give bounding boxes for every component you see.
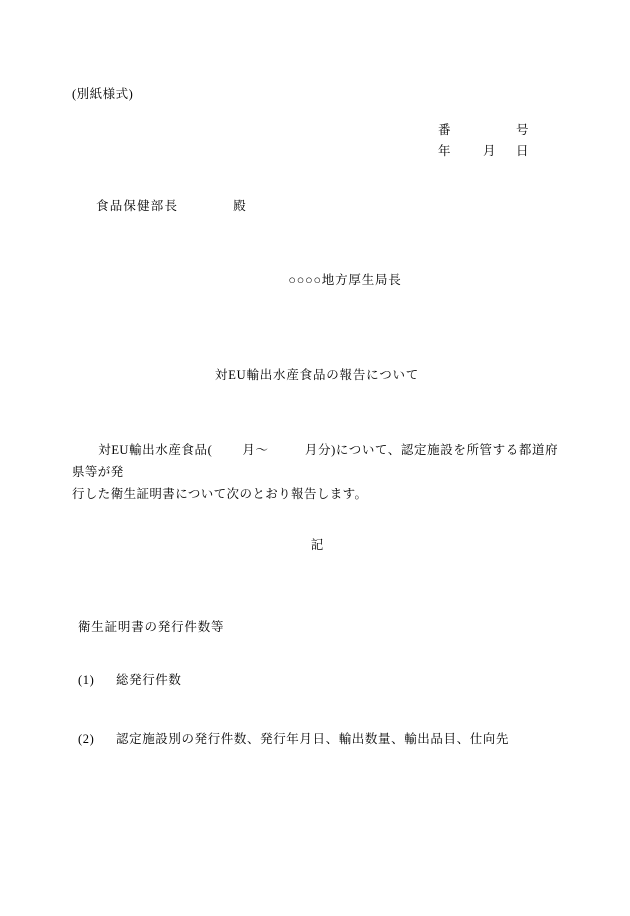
body-month-from: 月〜 bbox=[242, 443, 269, 457]
date-month-label: 月 bbox=[483, 144, 497, 158]
list-item bbox=[78, 729, 509, 747]
issuer-name: ○○○○地方厚生局長 bbox=[288, 273, 402, 287]
addressee-name: 食品保健部長 bbox=[96, 199, 179, 213]
body-text-opening: 対EU輸出水産食品( bbox=[98, 443, 213, 457]
body-paragraph bbox=[72, 440, 558, 506]
document-number-row bbox=[438, 120, 558, 141]
list-item-label: 総発行件数 bbox=[116, 673, 182, 687]
document-number-unit: 号 bbox=[516, 123, 530, 137]
document-date-row bbox=[438, 141, 558, 162]
document-number-block bbox=[438, 120, 558, 162]
list-item-number: (1) bbox=[78, 673, 95, 687]
attachment-note: (別紙様式) bbox=[72, 87, 134, 101]
addressee-honorific: 殿 bbox=[233, 199, 246, 213]
document-number-label: 番 bbox=[438, 123, 452, 137]
body-line-two: 行した衛生証明書について次のとおり報告します。 bbox=[72, 486, 368, 501]
document-title: 対EU輸出水産食品の報告について bbox=[214, 368, 420, 382]
list-item bbox=[78, 670, 182, 688]
body-month-to: 月分)について、認定施設を所管する都道府県等が発 bbox=[72, 443, 558, 479]
list-item-label: 認定施設別の発行件数、発行年月日、輸出数量、輸出品目、仕向先 bbox=[116, 732, 510, 746]
addressee bbox=[96, 196, 246, 214]
date-day-label: 日 bbox=[516, 144, 530, 158]
date-year-label: 年 bbox=[438, 144, 452, 158]
list-item-number: (2) bbox=[78, 732, 95, 746]
document-body bbox=[72, 0, 558, 916]
ki-marker: 記 bbox=[310, 538, 324, 552]
section-heading: 衛生証明書の発行件数等 bbox=[78, 620, 225, 634]
